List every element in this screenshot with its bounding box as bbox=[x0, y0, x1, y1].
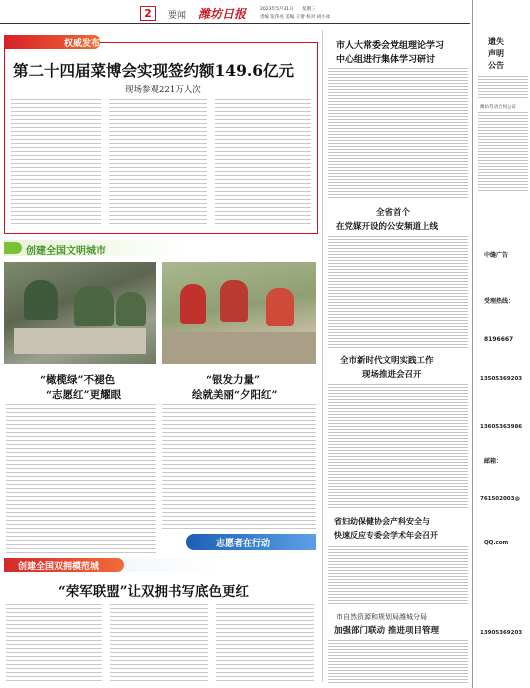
right-story4-body bbox=[328, 546, 468, 606]
email-label: 邮箱： bbox=[484, 458, 503, 465]
notice-org: 潍坊劳动合同公证 bbox=[480, 105, 516, 110]
phone-2: 13505369203 bbox=[480, 376, 523, 382]
photo-ground bbox=[162, 332, 316, 364]
lead-headline: 第二十四届菜博会实现签约额149.6亿元 bbox=[13, 61, 295, 80]
notice-body-2 bbox=[478, 112, 528, 192]
hotline-label: 受理热线： bbox=[484, 298, 515, 305]
page-number: 2 bbox=[144, 7, 152, 20]
lead-story-box bbox=[4, 39, 318, 234]
phone-1: 8196667 bbox=[484, 336, 514, 343]
story1-title-line2: “志愿红”更耀眼 bbox=[46, 389, 122, 401]
volunteer-photo-1 bbox=[4, 262, 156, 364]
civ-banner bbox=[4, 240, 316, 256]
right-h2-line2: 在党媒开设的公安频道上线 bbox=[336, 222, 439, 232]
double-banner-text: 创建全国双拥模范城 bbox=[18, 562, 100, 572]
right-h5-line2: 加强部门联动 推进项目管理 bbox=[334, 626, 439, 636]
weekday: 星期三 bbox=[302, 7, 316, 12]
lead-body-col-2 bbox=[109, 99, 207, 227]
column-divider bbox=[322, 30, 323, 682]
lead-body-col-1 bbox=[11, 99, 101, 227]
volunteer-banner-text: 志愿者在行动 bbox=[216, 539, 271, 549]
email-2: QQ.com bbox=[484, 540, 509, 546]
date-line: 2023年5月31日 bbox=[260, 7, 294, 12]
photo-figure bbox=[116, 292, 146, 326]
photo-figure bbox=[74, 286, 114, 326]
ad-title: 中缝广告 bbox=[484, 252, 509, 259]
volunteer-banner bbox=[186, 534, 316, 550]
column-divider bbox=[472, 0, 473, 688]
paper-name: 潍坊日报 bbox=[198, 7, 247, 21]
photo-table bbox=[14, 328, 146, 354]
story1-body bbox=[6, 404, 156, 554]
photo-figure bbox=[220, 280, 248, 322]
notice-body-1 bbox=[478, 76, 528, 100]
bottom-body-col-1 bbox=[6, 604, 102, 684]
photo-figure bbox=[266, 288, 294, 326]
photo-figure bbox=[180, 284, 206, 324]
editors-line: 责编 张伟亮 美编 王倩 校对 胡小冰 bbox=[260, 15, 331, 20]
story2-title-line1: “银发力量” bbox=[206, 374, 261, 386]
phone-3: 13605363986 bbox=[480, 424, 523, 430]
right-h3-line2: 现场推进会召开 bbox=[362, 370, 422, 380]
right-story2-body bbox=[328, 236, 468, 348]
phone-4: 13905369203 bbox=[480, 630, 523, 636]
lead-body-col-3 bbox=[215, 99, 311, 227]
email-1: 761502003@ bbox=[480, 496, 520, 502]
civ-banner-swoosh bbox=[4, 242, 22, 254]
page-number-box bbox=[140, 6, 156, 21]
notice-title-2: 声明 bbox=[488, 48, 504, 58]
story2-body bbox=[162, 404, 316, 530]
right-h2-line1: 全省首个 bbox=[376, 208, 411, 218]
civ-banner-title: 创建全国文明城市 bbox=[26, 246, 106, 257]
right-h1-line2: 中心组进行集体学习研讨 bbox=[336, 55, 436, 65]
right-h3-line1: 全市新时代文明实践工作 bbox=[340, 356, 434, 366]
photo-figure bbox=[24, 280, 58, 320]
story2-title-line2: 绘就美丽“夕阳红” bbox=[192, 389, 278, 401]
lead-subhead: 现场参观221万人次 bbox=[125, 85, 201, 95]
right-story5-body bbox=[328, 640, 468, 684]
bottom-headline: “荣军联盟”让双拥书写底色更红 bbox=[58, 584, 250, 600]
right-story3-body bbox=[328, 384, 468, 510]
masthead bbox=[0, 0, 470, 30]
story1-title-line1: “橄榄绿”不褪色 bbox=[40, 374, 116, 386]
bottom-body-col-2 bbox=[110, 604, 208, 684]
notice-title-1: 遗失 bbox=[488, 36, 504, 46]
right-h1-line1: 市人大常委会党组理论学习 bbox=[336, 41, 445, 51]
lead-tag bbox=[4, 35, 100, 49]
notice-title-3: 公告 bbox=[488, 60, 504, 70]
right-h4-line2: 快速反应专委会学术年会召开 bbox=[334, 530, 438, 540]
masthead-rule bbox=[0, 23, 470, 24]
volunteer-photo-2 bbox=[162, 262, 316, 364]
lead-tag-text: 权威发布 bbox=[64, 39, 101, 49]
double-banner-tab bbox=[4, 558, 124, 572]
right-h4-line1: 省妇幼保健协会产科安全与 bbox=[334, 516, 430, 526]
bottom-body-col-3 bbox=[216, 604, 314, 684]
right-story1-body bbox=[328, 68, 468, 198]
right-h5-line1: 市自然资源和规划局潍城分局 bbox=[336, 613, 427, 621]
sidebar bbox=[474, 0, 530, 688]
section-name: 要闻 bbox=[168, 11, 187, 21]
double-banner bbox=[4, 558, 316, 572]
